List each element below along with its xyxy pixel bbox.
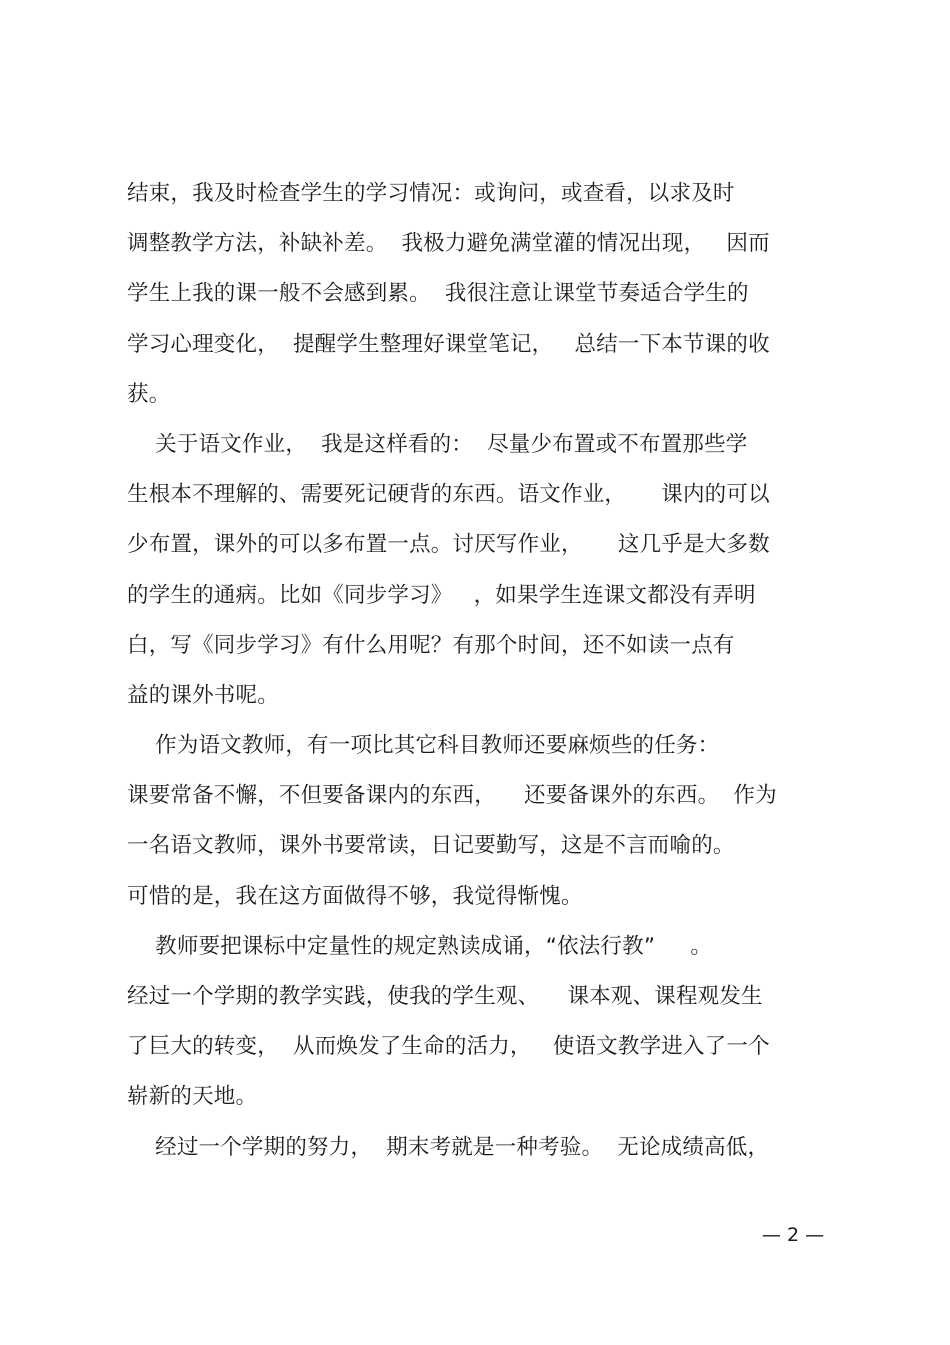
text-line: 一名语文教师，课外书要常读，日记要勤写，这是不言而喻的。 xyxy=(127,833,735,859)
text-line: 益的课外书呢。 xyxy=(127,682,279,708)
text-line: 教师要把课标中定量性的规定熟读成诵，“依法行教” 。 xyxy=(127,933,713,959)
text-line: 崭新的天地。 xyxy=(127,1084,258,1110)
text-line: 获。 xyxy=(127,381,171,407)
text-line: 调整教学方法，补缺补差。 我极力避免满堂灌的情况出现， 因而 xyxy=(127,231,770,257)
text-line: 经过一个学期的教学实践，使我的学生观、 课本观、课程观发生 xyxy=(127,984,763,1009)
text-line: 结束，我及时检查学生的学习情况：或询问，或查看，以求及时 xyxy=(127,181,735,206)
text-line: 学生上我的课一般不会感到累。 我很注意让课堂节奏适合学生的 xyxy=(127,281,749,307)
text-line: 了巨大的转变， 从而焕发了生命的活力， 使语文教学进入了一个 xyxy=(127,1034,770,1060)
page-number: — 2 — xyxy=(761,1224,825,1246)
body-text xyxy=(127,172,832,1176)
text-line: 经过一个学期的努力， 期末考就是一种考验。 无论成绩高低， xyxy=(127,1134,770,1160)
text-line: 学习心理变化， 提醒学生整理好课堂笔记， 总结一下本节课的收 xyxy=(127,331,770,357)
text-line: 作为语文教师，有一项比其它科目教师还要麻烦些的任务： xyxy=(127,733,720,759)
text-line: 少布置，课外的可以多布置一点。讨厌写作业， 这几乎是大多数 xyxy=(127,532,770,558)
text-line: 生根本不理解的、需要死记硬背的东西。语文作业， 课内的可以 xyxy=(127,482,770,508)
text-line: 白，写《同步学习》有什么用呢？有那个时间，还不如读一点有 xyxy=(127,632,735,658)
text-line: 课要常备不懈，不但要备课内的东西， 还要备课外的东西。 作为 xyxy=(127,783,777,809)
text-line: 关于语文作业， 我是这样看的： 尽量少布置或不布置那些学 xyxy=(127,431,748,457)
text-line: 的学生的通病。比如《同步学习》 ，如果学生连课文都没有弄明 xyxy=(127,582,756,608)
text-line: 可惜的是，我在这方面做得不够，我觉得惭愧。 xyxy=(127,883,583,909)
